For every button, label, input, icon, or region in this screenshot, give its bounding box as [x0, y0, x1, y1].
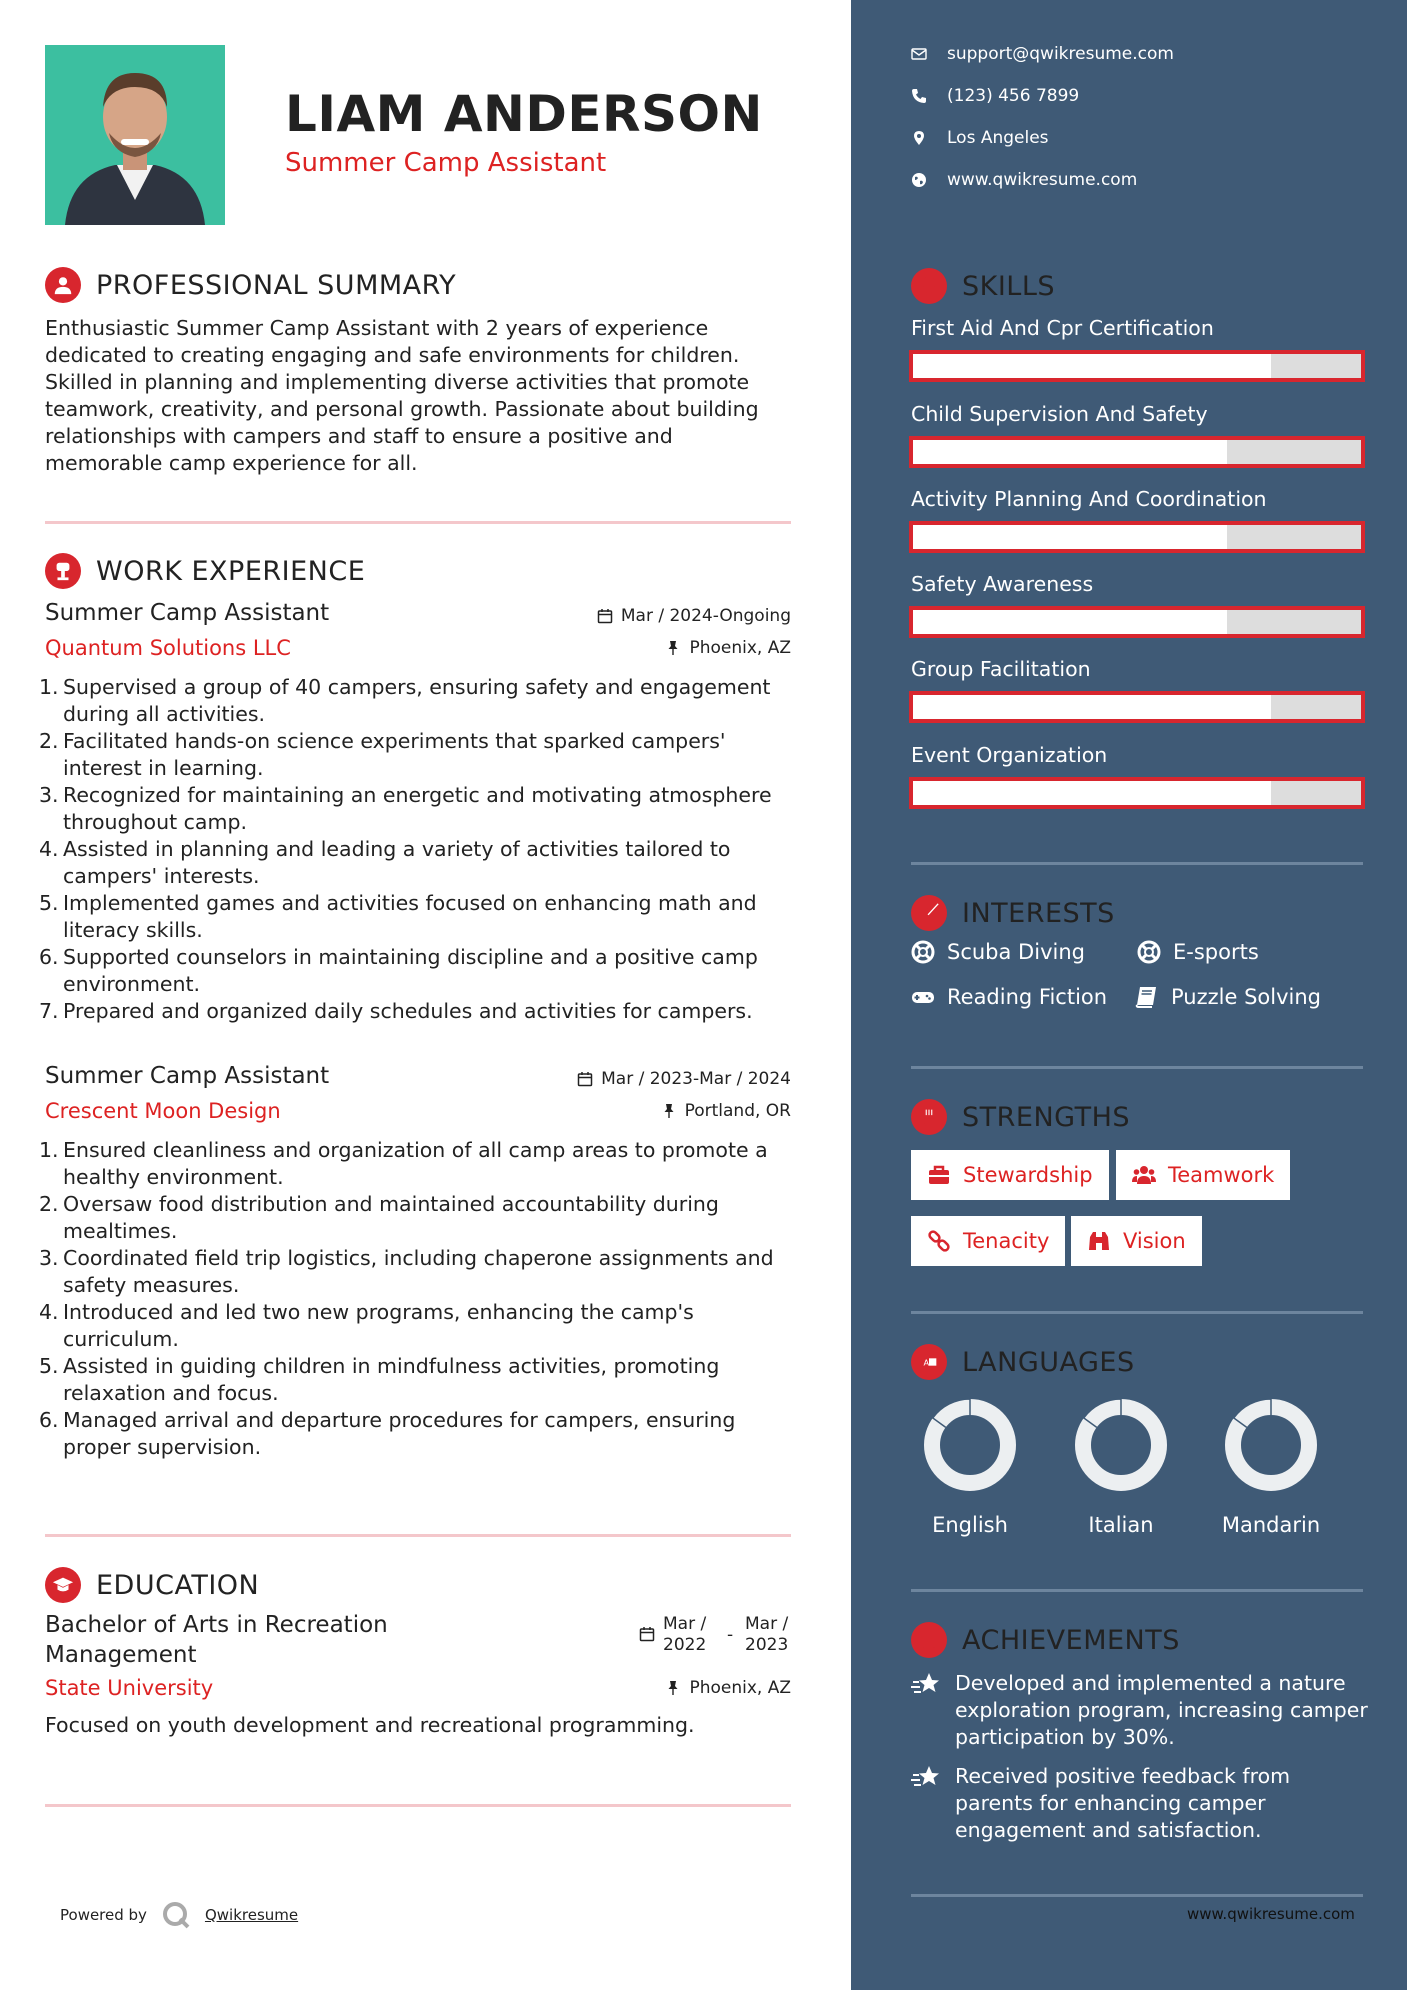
shooting-star-icon — [911, 1763, 941, 1793]
skill-label: Child Supervision And Safety — [911, 402, 1208, 426]
candidate-name: LIAM ANDERSON — [285, 85, 763, 143]
job-company: Crescent Moon Design — [45, 1099, 281, 1123]
job-entry — [39, 600, 791, 1025]
skills-heading: SKILLS — [962, 270, 1056, 302]
achievement-item: Received positive feedback from parents for enhancing camper engagement and satisfaction. — [911, 1763, 1371, 1844]
life-ring-icon — [1137, 940, 1161, 964]
briefcase-icon — [927, 1163, 951, 1187]
skill-bar-fill — [913, 525, 1227, 549]
sidebar-divider — [911, 1589, 1363, 1592]
job-company: Quantum Solutions LLC — [45, 636, 291, 660]
language-ring — [920, 1395, 1020, 1495]
interests-section — [911, 893, 1115, 933]
section-divider — [45, 1804, 791, 1807]
envelope-icon — [911, 46, 927, 62]
gamepad-icon — [911, 985, 935, 1009]
interest-item: Scuba Diving — [911, 940, 1085, 964]
shooting-star-icon — [911, 1670, 941, 1700]
job-location: Phoenix, AZ — [665, 638, 791, 658]
footer-powered-by: Powered by Qwikresume — [60, 1900, 298, 1930]
summary-text: Enthusiastic Summer Camp Assistant with 2 years of experience dedicated to creating engaging and safe environments for children. Skilled in planning and implementing diverse activities that promote teamwork, creativity, and personal growth. Passionate about building relationships with campers and staff to ensure a positive and memorable camp experience for all. — [45, 316, 759, 475]
list-item: 7. Prepared and organized daily schedules and activities for campers. — [39, 999, 753, 1023]
language-item — [1206, 1395, 1336, 1537]
pin-icon — [665, 1680, 681, 1696]
candidate-title: Summer Camp Assistant — [285, 148, 607, 178]
sidebar-divider — [911, 1311, 1363, 1314]
school-location: Phoenix, AZ — [665, 1678, 791, 1698]
strengths-section — [911, 1097, 1130, 1137]
languages-section — [911, 1342, 1135, 1382]
contact-phone[interactable]: (123) 456 7899 — [911, 86, 1079, 106]
job-duties — [39, 674, 791, 1025]
book-icon — [1135, 985, 1159, 1009]
experience-section — [45, 551, 365, 591]
list-item: 5. Implemented games and activities focused on enhancing math and literacy skills. — [39, 891, 757, 942]
skills-section — [911, 266, 1055, 306]
education-entry — [45, 1610, 791, 1739]
skill-label: Event Organization — [911, 743, 1108, 767]
list-item: 1. Supervised a group of 40 campers, ensuring safety and engagement during all activities. — [39, 675, 771, 726]
interest-item: Reading Fiction — [911, 985, 1107, 1009]
skill-bar — [909, 350, 1365, 382]
svg-text:A: A — [923, 1357, 930, 1368]
language-item — [905, 1395, 1035, 1537]
strength-badge: Teamwork — [1116, 1150, 1290, 1200]
job-date: Mar / 2024-Ongoing — [597, 606, 791, 626]
language-name: Mandarin — [1221, 1513, 1321, 1537]
graduation-cap-icon — [45, 1567, 81, 1603]
calendar-icon — [597, 608, 613, 624]
skill-label: Safety Awareness — [911, 572, 1094, 596]
skill-label: Activity Planning And Coordination — [911, 487, 1267, 511]
education-section — [45, 1565, 259, 1605]
sidebar-divider — [911, 1894, 1363, 1897]
skill-bar — [909, 606, 1365, 638]
languages-heading: LANGUAGES — [962, 1346, 1135, 1378]
contact-location: Los Angeles — [911, 128, 1049, 148]
job-entry — [39, 1063, 791, 1461]
education-description: Focused on youth development and recreational programming. — [45, 1713, 695, 1737]
skill-bar — [909, 777, 1365, 809]
map-marker-icon — [911, 130, 927, 146]
strength-badge: Tenacity — [911, 1216, 1065, 1266]
profile-photo — [45, 45, 225, 225]
strengths-heading: STRENGTHS — [962, 1101, 1131, 1133]
job-date: Mar / 2023-Mar / 2024 — [577, 1069, 791, 1089]
language-name: English — [932, 1513, 1008, 1537]
summary-section — [45, 265, 456, 305]
experience-heading: WORK EXPERIENCE — [96, 555, 366, 587]
link-icon — [927, 1229, 951, 1253]
job-duties — [39, 1137, 791, 1461]
interest-item: E-sports — [1137, 940, 1259, 964]
user-icon — [45, 267, 81, 303]
strength-badge: Stewardship — [911, 1150, 1109, 1200]
education-heading: EDUCATION — [96, 1569, 260, 1601]
list-item: 3. Recognized for maintaining an energetic and motivating atmosphere throughout camp. — [39, 783, 772, 834]
lightbulb-icon — [911, 268, 947, 304]
skill-bar — [909, 521, 1365, 553]
interest-item: Puzzle Solving — [1135, 985, 1321, 1009]
pin-icon — [661, 1103, 677, 1119]
language-name: Italian — [1088, 1513, 1154, 1537]
sidebar-divider — [911, 1066, 1363, 1069]
paper-plane-icon — [911, 895, 947, 931]
skill-bar-fill — [913, 610, 1227, 634]
language-ring — [1071, 1395, 1171, 1495]
qwikresume-link[interactable]: Qwikresume — [204, 1906, 299, 1924]
list-item: 2. Oversaw food distribution and maintained accountability during mealtimes. — [39, 1192, 719, 1243]
job-title: Summer Camp Assistant — [45, 1063, 330, 1089]
sidebar-divider — [911, 862, 1363, 865]
fist-icon — [911, 1099, 947, 1135]
summary-heading: PROFESSIONAL SUMMARY — [96, 269, 457, 301]
job-location: Portland, OR — [661, 1101, 791, 1121]
job-title: Summer Camp Assistant — [45, 600, 330, 626]
globe-icon — [911, 172, 927, 188]
achievement-item: Developed and implemented a nature exploration program, increasing camper participation by 30%. — [911, 1670, 1371, 1751]
skill-bar-fill — [913, 354, 1271, 378]
school-name: State University — [45, 1676, 214, 1700]
section-divider — [45, 521, 791, 524]
skill-bar-fill — [913, 440, 1227, 464]
skill-bar — [909, 691, 1365, 723]
section-divider — [45, 1534, 791, 1537]
skill-bar-fill — [913, 695, 1271, 719]
podium-icon — [45, 553, 81, 589]
binoculars-icon — [1087, 1229, 1111, 1253]
language-item — [1056, 1395, 1186, 1537]
list-item: 5. Assisted in guiding children in mindfulness activities, promoting relaxation and focus. — [39, 1354, 720, 1405]
skill-label: Group Facilitation — [911, 657, 1091, 681]
strength-badge: Vision — [1071, 1216, 1202, 1266]
translate-icon — [911, 1344, 947, 1380]
phone-icon — [911, 88, 927, 104]
interests-heading: INTERESTS — [962, 897, 1115, 929]
skill-bar — [909, 436, 1365, 468]
calendar-icon — [577, 1071, 593, 1087]
degree-title: Bachelor of Arts in Recreation Management — [45, 1612, 388, 1668]
contact-website[interactable]: www.qwikresume.com — [911, 170, 1137, 190]
users-icon — [1132, 1163, 1156, 1187]
pin-icon — [665, 640, 681, 656]
list-item: 6. Managed arrival and departure procedures for campers, ensuring proper supervision. — [39, 1408, 736, 1459]
star-icon — [911, 1622, 947, 1658]
education-dates: Mar / 2022 - Mar / 2023 — [639, 1614, 791, 1656]
calendar-icon — [639, 1626, 655, 1642]
list-item: 4. Introduced and led two new programs, enhancing the camp's curriculum. — [39, 1300, 694, 1351]
list-item: 3. Coordinated field trip logistics, including chaperone assignments and safety measures. — [39, 1246, 774, 1297]
skill-label: First Aid And Cpr Certification — [911, 316, 1214, 340]
footer-website[interactable]: www.qwikresume.com — [1187, 1905, 1355, 1923]
avatar — [45, 45, 225, 225]
list-item: 2. Facilitated hands-on science experiments that sparked campers' interest in learning. — [39, 729, 726, 780]
skill-bar-fill — [913, 781, 1271, 805]
achievements-heading: ACHIEVEMENTS — [962, 1624, 1180, 1656]
life-ring-icon — [911, 940, 935, 964]
contact-email[interactable]: support@qwikresume.com — [911, 44, 1174, 64]
list-item: 1. Ensured cleanliness and organization of all camp areas to promote a healthy environment. — [39, 1138, 768, 1189]
list-item: 6. Supported counselors in maintaining discipline and a positive camp environment. — [39, 945, 758, 996]
language-ring — [1221, 1395, 1321, 1495]
achievements-section — [911, 1620, 1180, 1660]
qwikresume-logo-icon — [161, 1900, 191, 1930]
list-item: 4. Assisted in planning and leading a variety of activities tailored to campers' interests. — [39, 837, 731, 888]
